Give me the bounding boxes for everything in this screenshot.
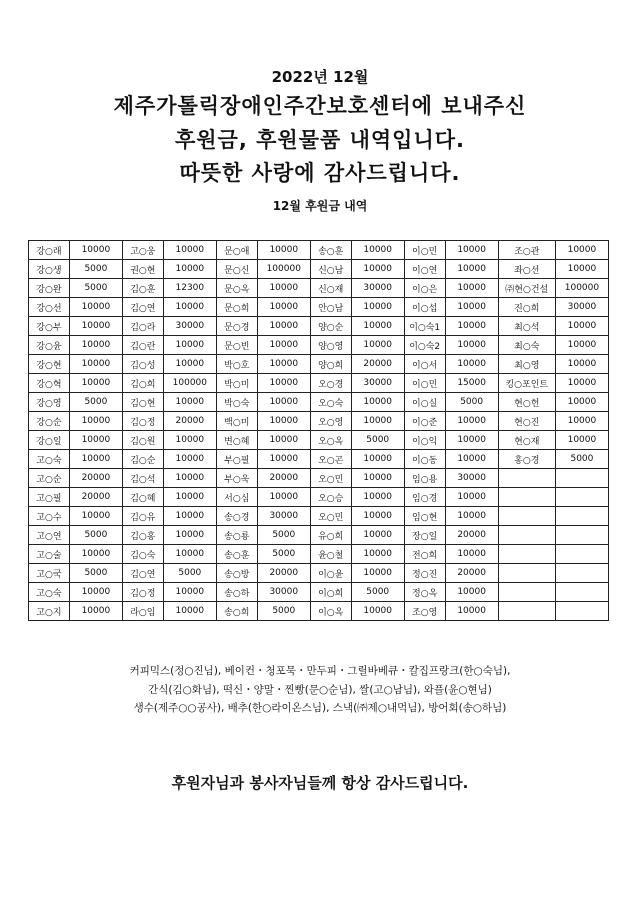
donor-name-cell: 최○숙 bbox=[498, 336, 555, 355]
donation-amount-cell: 5000 bbox=[351, 431, 404, 450]
donation-amount-cell: 10000 bbox=[69, 374, 122, 393]
donation-amount-cell: 10000 bbox=[163, 450, 216, 469]
title-line-2: 후원금, 후원물품 내역입니다. bbox=[174, 128, 465, 152]
donor-name-cell bbox=[498, 583, 555, 602]
donor-name-cell: 이○실 bbox=[404, 393, 445, 412]
donation-amount-cell: 10000 bbox=[445, 583, 498, 602]
donation-amount-cell: 10000 bbox=[257, 374, 310, 393]
donor-name-cell: 라○임 bbox=[122, 602, 163, 621]
table-row bbox=[29, 431, 609, 450]
donation-amount-cell: 10000 bbox=[351, 336, 404, 355]
donation-amount-cell: 10000 bbox=[555, 374, 608, 393]
donor-name-cell: 이○옥 bbox=[310, 602, 351, 621]
donation-amount-cell: 10000 bbox=[69, 241, 122, 260]
donor-name-cell: 좌○선 bbox=[498, 260, 555, 279]
donation-amount-cell: 30000 bbox=[163, 317, 216, 336]
donation-amount-cell: 10000 bbox=[163, 355, 216, 374]
donation-amount-cell: 30000 bbox=[257, 507, 310, 526]
donor-name-cell: 이○익 bbox=[404, 431, 445, 450]
donation-amount-cell: 20000 bbox=[445, 564, 498, 583]
goods-line-1: 커피믹스(정○진님), 베이컨・청포묵・만두피・그릴바베큐・칼집프랑크(한○숙님), bbox=[129, 665, 511, 677]
donor-name-cell bbox=[498, 469, 555, 488]
donation-amount-cell: 10000 bbox=[351, 602, 404, 621]
donation-table bbox=[28, 240, 609, 621]
donor-name-cell: 이○준 bbox=[404, 412, 445, 431]
donation-amount-cell: 20000 bbox=[69, 488, 122, 507]
donor-name-cell: 송○방 bbox=[216, 564, 257, 583]
donation-amount-cell: 10000 bbox=[69, 583, 122, 602]
donor-name-cell: 윤○철 bbox=[310, 545, 351, 564]
donation-amount-cell: 12300 bbox=[163, 279, 216, 298]
donation-amount-cell: 10000 bbox=[351, 241, 404, 260]
table-row bbox=[29, 564, 609, 583]
donor-name-cell: 장○일 bbox=[404, 526, 445, 545]
title-line-1: 제주가톨릭장애인주간보호센터에 보내주신 bbox=[113, 94, 527, 118]
donor-name-cell: 이○숙2 bbox=[404, 336, 445, 355]
donation-amount-cell: 10000 bbox=[445, 317, 498, 336]
donor-name-cell: 문○신 bbox=[216, 260, 257, 279]
donor-name-cell: 김○유 bbox=[122, 507, 163, 526]
table-row bbox=[29, 279, 609, 298]
donation-amount-cell bbox=[555, 469, 608, 488]
table-row bbox=[29, 412, 609, 431]
donor-name-cell: ㈜현○건설 bbox=[498, 279, 555, 298]
donor-name-cell: 김○훈 bbox=[122, 279, 163, 298]
donor-name-cell: 전○희 bbox=[404, 545, 445, 564]
donor-name-cell: 문○빈 bbox=[216, 336, 257, 355]
donor-name-cell: 양○희 bbox=[310, 355, 351, 374]
donation-amount-cell: 10000 bbox=[257, 488, 310, 507]
donation-amount-cell: 10000 bbox=[445, 355, 498, 374]
donation-amount-cell: 10000 bbox=[69, 431, 122, 450]
donation-amount-cell: 10000 bbox=[257, 412, 310, 431]
donor-name-cell: 고○필 bbox=[29, 488, 70, 507]
donor-name-cell: 고○순 bbox=[29, 469, 70, 488]
donor-name-cell: 오○영 bbox=[310, 412, 351, 431]
goods-line-3: 생수(제주○○공사), 배추(한○라이온스님), 스낵(㈜제○내먹님), 방어회(송○하님) bbox=[133, 702, 507, 714]
donation-amount-cell: 5000 bbox=[163, 564, 216, 583]
donor-name-cell: 강○일 bbox=[29, 431, 70, 450]
donation-amount-cell: 10000 bbox=[163, 241, 216, 260]
donor-name-cell: 현○진 bbox=[498, 412, 555, 431]
donor-name-cell: 변○혜 bbox=[216, 431, 257, 450]
donor-name-cell: 박○미 bbox=[216, 374, 257, 393]
donation-amount-cell: 10000 bbox=[445, 545, 498, 564]
donation-amount-cell: 10000 bbox=[257, 450, 310, 469]
donation-amount-cell: 10000 bbox=[257, 317, 310, 336]
donation-amount-cell: 10000 bbox=[555, 412, 608, 431]
donor-name-cell: 고○지 bbox=[29, 602, 70, 621]
donor-name-cell: 김○라 bbox=[122, 317, 163, 336]
donor-name-cell: 임○현 bbox=[404, 507, 445, 526]
donation-amount-cell: 10000 bbox=[555, 393, 608, 412]
donor-name-cell: 이○서 bbox=[404, 355, 445, 374]
donation-amount-cell: 10000 bbox=[351, 393, 404, 412]
donation-amount-cell: 20000 bbox=[445, 526, 498, 545]
donation-amount-cell: 10000 bbox=[163, 431, 216, 450]
donor-name-cell: 김○성 bbox=[122, 355, 163, 374]
donation-amount-cell: 10000 bbox=[445, 488, 498, 507]
donor-name-cell: 오○숙 bbox=[310, 393, 351, 412]
donor-name-cell: 조○영 bbox=[404, 602, 445, 621]
donation-amount-cell: 30000 bbox=[445, 469, 498, 488]
donation-amount-cell: 100000 bbox=[257, 260, 310, 279]
donor-name-cell: 김○정 bbox=[122, 583, 163, 602]
donor-name-cell: 고○술 bbox=[29, 545, 70, 564]
donation-amount-cell: 10000 bbox=[163, 488, 216, 507]
table-row bbox=[29, 336, 609, 355]
donation-amount-cell: 5000 bbox=[69, 393, 122, 412]
donation-amount-cell: 10000 bbox=[163, 526, 216, 545]
donor-name-cell: 송○희 bbox=[216, 602, 257, 621]
donation-amount-cell bbox=[555, 564, 608, 583]
donor-name-cell: 신○재 bbox=[310, 279, 351, 298]
donor-name-cell: 고○수 bbox=[29, 507, 70, 526]
donation-amount-cell: 10000 bbox=[69, 602, 122, 621]
thanks-message: 후원자님과 봉사자님들께 항상 감사드립니다. bbox=[171, 774, 469, 792]
donor-name-cell: 김○숙 bbox=[122, 545, 163, 564]
donation-amount-cell: 5000 bbox=[257, 526, 310, 545]
donation-amount-cell: 10000 bbox=[163, 260, 216, 279]
donor-name-cell: 진○희 bbox=[498, 298, 555, 317]
donation-amount-cell: 10000 bbox=[351, 545, 404, 564]
donation-amount-cell: 10000 bbox=[69, 450, 122, 469]
donor-name-cell: 조○관 bbox=[498, 241, 555, 260]
donor-name-cell: 고○연 bbox=[29, 526, 70, 545]
donor-name-cell: 김○란 bbox=[122, 336, 163, 355]
donor-name-cell: 고○국 bbox=[29, 564, 70, 583]
table-row bbox=[29, 450, 609, 469]
donation-amount-cell: 30000 bbox=[351, 279, 404, 298]
donor-name-cell: 최○석 bbox=[498, 317, 555, 336]
donor-name-cell: 부○욱 bbox=[216, 469, 257, 488]
table-row bbox=[29, 374, 609, 393]
donor-name-cell: 강○윤 bbox=[29, 336, 70, 355]
donor-name-cell: 강○영 bbox=[29, 393, 70, 412]
donation-amount-cell: 10000 bbox=[257, 298, 310, 317]
donor-name-cell: 오○민 bbox=[310, 507, 351, 526]
donation-amount-cell: 10000 bbox=[257, 431, 310, 450]
donor-name-cell: 김○연 bbox=[122, 564, 163, 583]
goods-line-2: 간식(김○화님), 떡신・양말・찐빵(문○순님), 쌀(고○남님), 와플(윤○현님) bbox=[148, 684, 492, 696]
donation-amount-cell: 10000 bbox=[351, 317, 404, 336]
donor-name-cell: 김○홍 bbox=[122, 526, 163, 545]
donation-amount-cell: 10000 bbox=[257, 355, 310, 374]
report-date: 2022년 12월 bbox=[271, 68, 369, 86]
donor-name-cell: 문○희 bbox=[216, 298, 257, 317]
donation-amount-cell: 10000 bbox=[69, 317, 122, 336]
donor-name-cell: 이○동 bbox=[404, 450, 445, 469]
donation-amount-cell: 5000 bbox=[69, 279, 122, 298]
donation-amount-cell: 5000 bbox=[445, 393, 498, 412]
donor-name-cell: 송○하 bbox=[216, 583, 257, 602]
donor-name-cell: 강○부 bbox=[29, 317, 70, 336]
donor-name-cell: 이○윤 bbox=[310, 564, 351, 583]
donation-amount-cell: 20000 bbox=[351, 355, 404, 374]
table-row bbox=[29, 260, 609, 279]
donor-name-cell: 양○영 bbox=[310, 336, 351, 355]
donation-amount-cell: 5000 bbox=[69, 260, 122, 279]
donor-name-cell bbox=[498, 507, 555, 526]
donation-amount-cell: 20000 bbox=[69, 469, 122, 488]
donation-amount-cell bbox=[555, 488, 608, 507]
donation-table-body bbox=[29, 241, 609, 621]
donation-amount-cell: 10000 bbox=[351, 412, 404, 431]
donor-name-cell: 송○룡 bbox=[216, 526, 257, 545]
donor-name-cell: 김○정 bbox=[122, 412, 163, 431]
donation-amount-cell: 10000 bbox=[445, 602, 498, 621]
donor-name-cell: 현○재 bbox=[498, 431, 555, 450]
donor-name-cell: 박○호 bbox=[216, 355, 257, 374]
donor-name-cell: 이○민 bbox=[404, 241, 445, 260]
donor-name-cell: 권○현 bbox=[122, 260, 163, 279]
donation-amount-cell: 10000 bbox=[351, 526, 404, 545]
donation-amount-cell: 20000 bbox=[257, 469, 310, 488]
donation-amount-cell: 10000 bbox=[163, 469, 216, 488]
donation-amount-cell bbox=[555, 602, 608, 621]
donor-name-cell: 부○필 bbox=[216, 450, 257, 469]
donor-name-cell: 오○경 bbox=[310, 374, 351, 393]
table-row bbox=[29, 355, 609, 374]
donor-name-cell: 임○경 bbox=[404, 488, 445, 507]
donation-amount-cell: 10000 bbox=[555, 431, 608, 450]
donor-name-cell: 고○숙 bbox=[29, 583, 70, 602]
donation-amount-cell: 10000 bbox=[163, 507, 216, 526]
donor-name-cell: 강○혁 bbox=[29, 374, 70, 393]
donation-amount-cell: 5000 bbox=[257, 545, 310, 564]
table-row bbox=[29, 526, 609, 545]
donation-amount-cell: 10000 bbox=[555, 260, 608, 279]
donor-name-cell: 송○훈 bbox=[216, 545, 257, 564]
donor-name-cell: 문○경 bbox=[216, 317, 257, 336]
donor-name-cell: 오○민 bbox=[310, 469, 351, 488]
donation-amount-cell: 10000 bbox=[351, 298, 404, 317]
donation-amount-cell: 10000 bbox=[555, 241, 608, 260]
donation-amount-cell: 10000 bbox=[445, 260, 498, 279]
donor-name-cell: 신○남 bbox=[310, 260, 351, 279]
donation-amount-cell: 10000 bbox=[163, 545, 216, 564]
donor-name-cell: 정○옥 bbox=[404, 583, 445, 602]
donor-name-cell: 임○용 bbox=[404, 469, 445, 488]
donation-amount-cell: 100000 bbox=[555, 279, 608, 298]
donation-amount-cell: 10000 bbox=[555, 317, 608, 336]
donation-amount-cell: 10000 bbox=[69, 336, 122, 355]
donor-name-cell: 유○희 bbox=[310, 526, 351, 545]
table-row bbox=[29, 317, 609, 336]
donation-amount-cell: 10000 bbox=[69, 412, 122, 431]
donor-name-cell: 강○순 bbox=[29, 412, 70, 431]
donation-amount-cell: 10000 bbox=[351, 564, 404, 583]
donation-amount-cell: 10000 bbox=[445, 279, 498, 298]
donor-name-cell: 이○연 bbox=[404, 260, 445, 279]
table-row bbox=[29, 469, 609, 488]
donor-name-cell: 박○숙 bbox=[216, 393, 257, 412]
donation-amount-cell: 20000 bbox=[257, 564, 310, 583]
donation-amount-cell: 10000 bbox=[163, 298, 216, 317]
table-row bbox=[29, 488, 609, 507]
table-row bbox=[29, 298, 609, 317]
donation-amount-cell: 10000 bbox=[351, 507, 404, 526]
donation-amount-cell bbox=[555, 507, 608, 526]
donor-name-cell: 강○생 bbox=[29, 260, 70, 279]
donation-amount-cell: 10000 bbox=[69, 545, 122, 564]
donation-amount-cell: 5000 bbox=[69, 526, 122, 545]
donation-amount-cell: 10000 bbox=[163, 336, 216, 355]
table-row bbox=[29, 507, 609, 526]
table-row bbox=[29, 545, 609, 564]
donation-amount-cell: 10000 bbox=[351, 450, 404, 469]
donation-amount-cell: 10000 bbox=[69, 298, 122, 317]
donor-name-cell bbox=[498, 526, 555, 545]
donor-name-cell: 양○순 bbox=[310, 317, 351, 336]
donation-amount-cell: 10000 bbox=[445, 450, 498, 469]
donation-amount-cell: 10000 bbox=[351, 469, 404, 488]
donation-amount-cell: 10000 bbox=[445, 241, 498, 260]
donation-amount-cell: 5000 bbox=[351, 583, 404, 602]
donor-name-cell: 송○훈 bbox=[310, 241, 351, 260]
donation-amount-cell: 5000 bbox=[555, 450, 608, 469]
donation-amount-cell: 10000 bbox=[445, 507, 498, 526]
donation-amount-cell: 10000 bbox=[257, 241, 310, 260]
donor-name-cell: 백○미 bbox=[216, 412, 257, 431]
donation-amount-cell bbox=[555, 545, 608, 564]
donation-amount-cell: 10000 bbox=[555, 336, 608, 355]
donor-name-cell: 김○원 bbox=[122, 431, 163, 450]
donation-amount-cell: 10000 bbox=[257, 279, 310, 298]
donation-amount-cell: 10000 bbox=[445, 298, 498, 317]
donation-amount-cell: 20000 bbox=[163, 412, 216, 431]
donation-amount-cell: 10000 bbox=[257, 393, 310, 412]
donor-name-cell: 이○민 bbox=[404, 374, 445, 393]
donor-name-cell: 김○순 bbox=[122, 450, 163, 469]
donor-name-cell: 홍○경 bbox=[498, 450, 555, 469]
donor-name-cell: 이○희 bbox=[310, 583, 351, 602]
donor-name-cell: 김○희 bbox=[122, 374, 163, 393]
donation-amount-cell: 10000 bbox=[445, 336, 498, 355]
donor-name-cell: 김○연 bbox=[122, 298, 163, 317]
donor-name-cell: 강○선 bbox=[29, 298, 70, 317]
donation-amount-cell: 10000 bbox=[555, 355, 608, 374]
table-row bbox=[29, 602, 609, 621]
donor-name-cell: 이○숙1 bbox=[404, 317, 445, 336]
table-row bbox=[29, 393, 609, 412]
donor-name-cell: 오○승 bbox=[310, 488, 351, 507]
donor-name-cell: 고○숙 bbox=[29, 450, 70, 469]
table-row bbox=[29, 583, 609, 602]
donation-amount-cell: 10000 bbox=[351, 260, 404, 279]
donor-name-cell: 최○영 bbox=[498, 355, 555, 374]
donor-name-cell bbox=[498, 564, 555, 583]
donation-amount-cell: 10000 bbox=[257, 336, 310, 355]
donation-amount-cell: 30000 bbox=[351, 374, 404, 393]
donor-name-cell: 문○옥 bbox=[216, 279, 257, 298]
donor-name-cell: 현○헌 bbox=[498, 393, 555, 412]
donation-amount-cell: 100000 bbox=[163, 374, 216, 393]
donor-name-cell: 문○애 bbox=[216, 241, 257, 260]
donor-name-cell: 서○심 bbox=[216, 488, 257, 507]
donor-name-cell: 킹○포인트 bbox=[498, 374, 555, 393]
donation-amount-cell: 10000 bbox=[163, 602, 216, 621]
donation-amount-cell: 30000 bbox=[555, 298, 608, 317]
donation-amount-cell: 15000 bbox=[445, 374, 498, 393]
donation-amount-cell: 10000 bbox=[69, 507, 122, 526]
donation-amount-cell: 10000 bbox=[69, 355, 122, 374]
donation-amount-cell: 10000 bbox=[163, 583, 216, 602]
donor-name-cell: 강○래 bbox=[29, 241, 70, 260]
donation-amount-cell: 5000 bbox=[69, 564, 122, 583]
donation-amount-cell: 10000 bbox=[445, 412, 498, 431]
donor-name-cell bbox=[498, 488, 555, 507]
donor-name-cell: 오○옥 bbox=[310, 431, 351, 450]
donor-name-cell: 이○은 bbox=[404, 279, 445, 298]
donor-name-cell: 이○섭 bbox=[404, 298, 445, 317]
donor-name-cell: 정○진 bbox=[404, 564, 445, 583]
donor-name-cell: 김○혜 bbox=[122, 488, 163, 507]
donor-name-cell: 김○현 bbox=[122, 393, 163, 412]
donor-name-cell: 강○완 bbox=[29, 279, 70, 298]
donor-name-cell: 고○웅 bbox=[122, 241, 163, 260]
donor-name-cell: 강○현 bbox=[29, 355, 70, 374]
donor-name-cell: 오○곤 bbox=[310, 450, 351, 469]
donation-amount-cell: 5000 bbox=[257, 602, 310, 621]
donation-amount-cell: 10000 bbox=[351, 488, 404, 507]
donation-amount-cell bbox=[555, 583, 608, 602]
donor-name-cell bbox=[498, 545, 555, 564]
table-title: 12월 후원금 내역 bbox=[272, 199, 368, 213]
donor-name-cell: 송○경 bbox=[216, 507, 257, 526]
title-line-3: 따뜻한 사랑에 감사드립니다. bbox=[179, 161, 461, 185]
donor-name-cell: 김○석 bbox=[122, 469, 163, 488]
table-row bbox=[29, 241, 609, 260]
donation-amount-cell: 10000 bbox=[163, 393, 216, 412]
donor-name-cell: 안○남 bbox=[310, 298, 351, 317]
donation-amount-cell bbox=[555, 526, 608, 545]
donation-amount-cell: 30000 bbox=[257, 583, 310, 602]
donation-amount-cell: 10000 bbox=[445, 431, 498, 450]
donor-name-cell bbox=[498, 602, 555, 621]
